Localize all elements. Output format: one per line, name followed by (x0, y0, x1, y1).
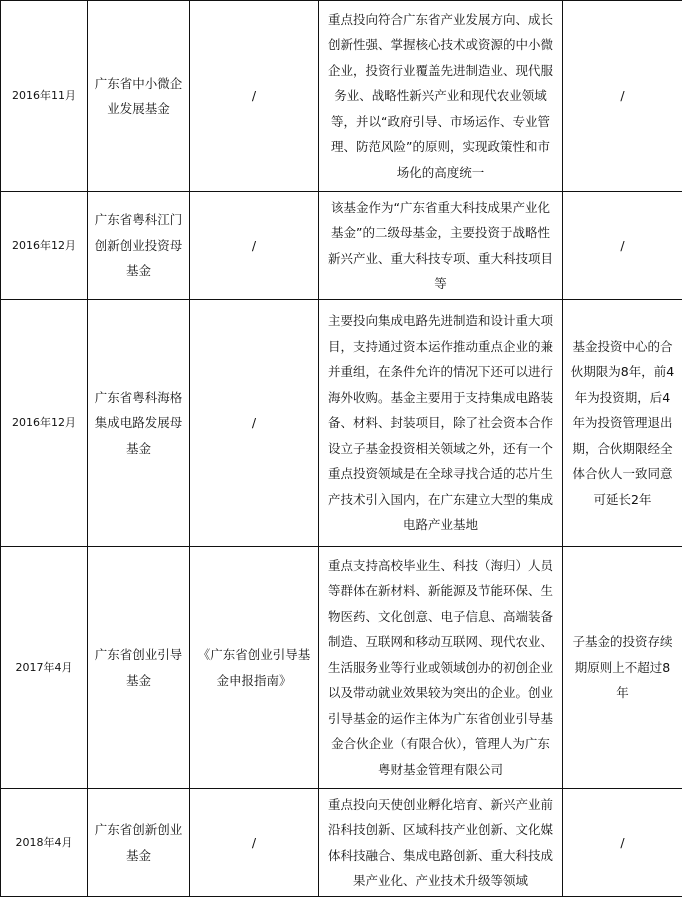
fund-policy: / (190, 192, 319, 300)
fund-note: / (563, 789, 682, 897)
fund-name: 广东省粤科海格集成电路发展母基金 (88, 300, 190, 547)
fund-name: 广东省粤科江门创新创业投资母基金 (88, 192, 190, 300)
fund-date: 2018年4月 (1, 789, 88, 897)
fund-note: / (563, 192, 682, 300)
fund-date: 2017年4月 (1, 547, 88, 789)
table-row (1, 192, 682, 300)
fund-note: 基金投资中心的合伙期限为8年，前4年为投资期，后4年为投资管理退出期，合伙期限经全体合伙人一致同意可延长2年 (563, 300, 682, 547)
fund-description: 重点投向天使创业孵化培育、新兴产业前沿科技创新、区域科技产业创新、文化媒体科技融合、集成电路创新、重大科技成果产业化、产业技术升级等领域 (319, 789, 563, 897)
fund-description: 主要投向集成电路先进制造和设计重大项目，支持通过资本运作推动重点企业的兼并重组，在条件允许的情况下还可以进行海外收购。基金主要用于支持集成电路装备、材料、封装项目，除了社会资本合作设立子基金投资相关领域之外，还有一个重点投资领域是在全球寻找合适的芯片生产技术引入国内，在广东建立大型的集成电路产业基地 (319, 300, 563, 547)
table-row (1, 789, 682, 897)
fund-description: 重点投向符合广东省产业发展方向、成长创新性强、掌握核心技术或资源的中小微企业，投资行业覆盖先进制造业、现代服务业、战略性新兴产业和现代农业领域等，并以“政府引导、市场运作、专业管理、防范风险”的原则，实现政策性和市场化的高度统一 (319, 1, 563, 192)
table-row (1, 1, 682, 192)
fund-policy: / (190, 1, 319, 192)
fund-policy: 《广东省创业引导基金申报指南》 (190, 547, 319, 789)
fund-name: 广东省创新创业基金 (88, 789, 190, 897)
fund-description: 该基金作为“广东省重大科技成果产业化基金”的二级母基金，主要投资于战略性新兴产业、重大科技专项、重大科技项目等 (319, 192, 563, 300)
fund-description: 重点支持高校毕业生、科技（海归）人员等群体在新材料、新能源及节能环保、生物医药、文化创意、电子信息、高端装备制造、互联网和移动互联网、现代农业、生活服务业等行业或领域创办的初创企业以及带动就业效果较为突出的企业。创业引导基金的运作主体为广东省创业引导基金合伙企业（有限合伙），管理人为广东粤财基金管理有限公司 (319, 547, 563, 789)
fund-policy: / (190, 789, 319, 897)
fund-note: / (563, 1, 682, 192)
fund-date: 2016年11月 (1, 1, 88, 192)
fund-date: 2016年12月 (1, 192, 88, 300)
fund-name: 广东省创业引导基金 (88, 547, 190, 789)
fund-note: 子基金的投资存续期原则上不超过8年 (563, 547, 682, 789)
table-row (1, 300, 682, 547)
fund-date: 2016年12月 (1, 300, 88, 547)
fund-name: 广东省中小微企业发展基金 (88, 1, 190, 192)
table-row (1, 547, 682, 789)
fund-policy: / (190, 300, 319, 547)
